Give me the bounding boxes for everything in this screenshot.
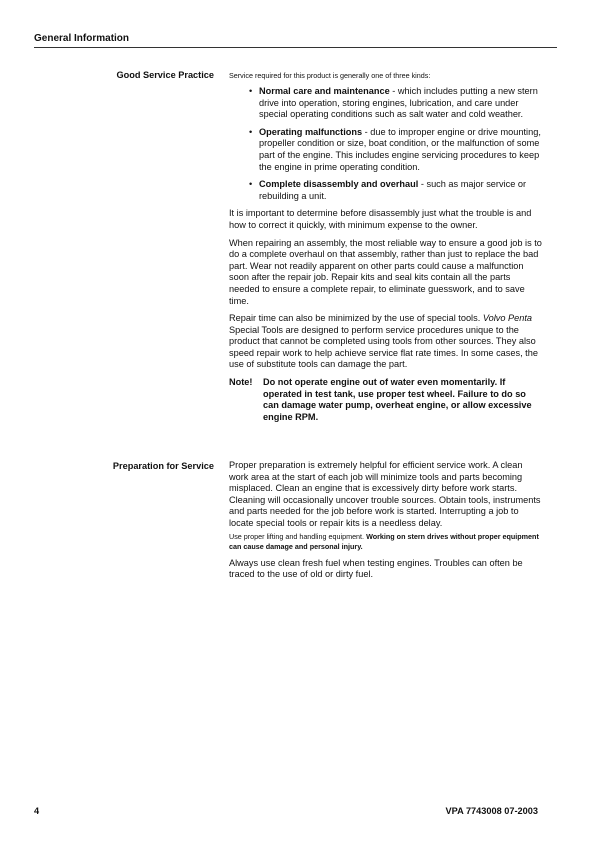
paragraph-text: Special Tools are designed to perform service procedures unique to the product that cannot be completed using tools from other sources. They also speed repair work to help achieve service flat rate times. In some cases, the use of substitute tools can damage the part. [229, 324, 538, 370]
intro-text: Service required for this product is generally one of three kinds: [229, 71, 431, 80]
list-item [249, 179, 542, 202]
paragraph [229, 313, 542, 371]
section-body-good-service [229, 71, 542, 429]
brand-text: Volvo Penta [482, 313, 533, 324]
list-item-bold: Normal care and maintenance [259, 86, 390, 96]
section-heading-good-service: Good Service Practice [116, 70, 214, 80]
bullet-icon: • [249, 179, 253, 190]
note-block [229, 377, 542, 423]
service-kinds-list [229, 86, 542, 202]
list-item [249, 86, 542, 121]
section-body-preparation [229, 460, 542, 587]
document-code: VPA 7743008 07-2003 [445, 806, 538, 816]
paragraph: It is important to determine before disassembly just what the trouble is and how to correct it quickly, with minimum expense to the owner. [229, 208, 532, 230]
page-number: 4 [34, 806, 40, 816]
list-item-bold: Operating malfunctions [259, 126, 363, 137]
list-item-text: - due to improper engine or drive mounting, propeller condition or size, boat condition, or the malfunction of some part of the engine. This includes engine servicing procedures to keep the engine in prime operating condition. [259, 126, 541, 172]
list-item-text: - which includes putting a new stern drive into operation, storing engines, lubrication, and care under special operating conditions such as salt water and cold weather. [259, 86, 538, 120]
note-text: Do not operate engine out of water even momentarily. If operated in test tank, use proper test wheel. Failure to do so can damage water pump, overheat engine, or allow excessive engine RPM. [263, 377, 532, 422]
list-item [249, 127, 542, 173]
bullet-icon: • [249, 86, 253, 96]
header-divider [34, 47, 557, 48]
section-heading-preparation: Preparation for Service [112, 461, 214, 471]
paragraph: Proper preparation is extremely helpful for efficient service work. A clean work area at the start of each job will minimize tools and parts becoming misplaced. Clean an engine that is excessively dirty before work starts. Cleaning will occasionally uncover trouble sources. Obtain tools, instruments and parts needed for the job before work is started. Interrupting a job to locate special tools or repair kits is a needless delay. [229, 460, 541, 528]
paragraph: When repairing an assembly, the most reliable way to ensure a good job is to do a complete overhaul on that assembly, rather than just to replace the bad part. Wear not readily apparent on other parts could cause a malfunction soon after the repair job. Repair kits and seal kits contain all the parts needed to ensure a complete repair, to eliminate guesswork, and to save time. [229, 237, 542, 306]
paragraph: Always use clean fresh fuel when testing engines. Troubles can often be traced to the use of old or dirty fuel. [229, 557, 523, 580]
note-label: Note! [229, 377, 253, 388]
warning-small-text [229, 532, 542, 552]
paragraph-text: Repair time can also be minimized by the use of special tools. [229, 313, 483, 324]
bullet-icon: • [249, 126, 253, 137]
list-item-text: - such as major service or rebuilding a unit. [259, 179, 527, 201]
small-text: Use proper lifting and handling equipment. [229, 531, 367, 541]
list-item-bold: Complete disassembly and overhaul [259, 179, 419, 190]
page-header-title: General Information [34, 33, 130, 44]
small-bold-text: Working on stern drives without proper equipment can cause damage and personal injury. [229, 531, 539, 551]
